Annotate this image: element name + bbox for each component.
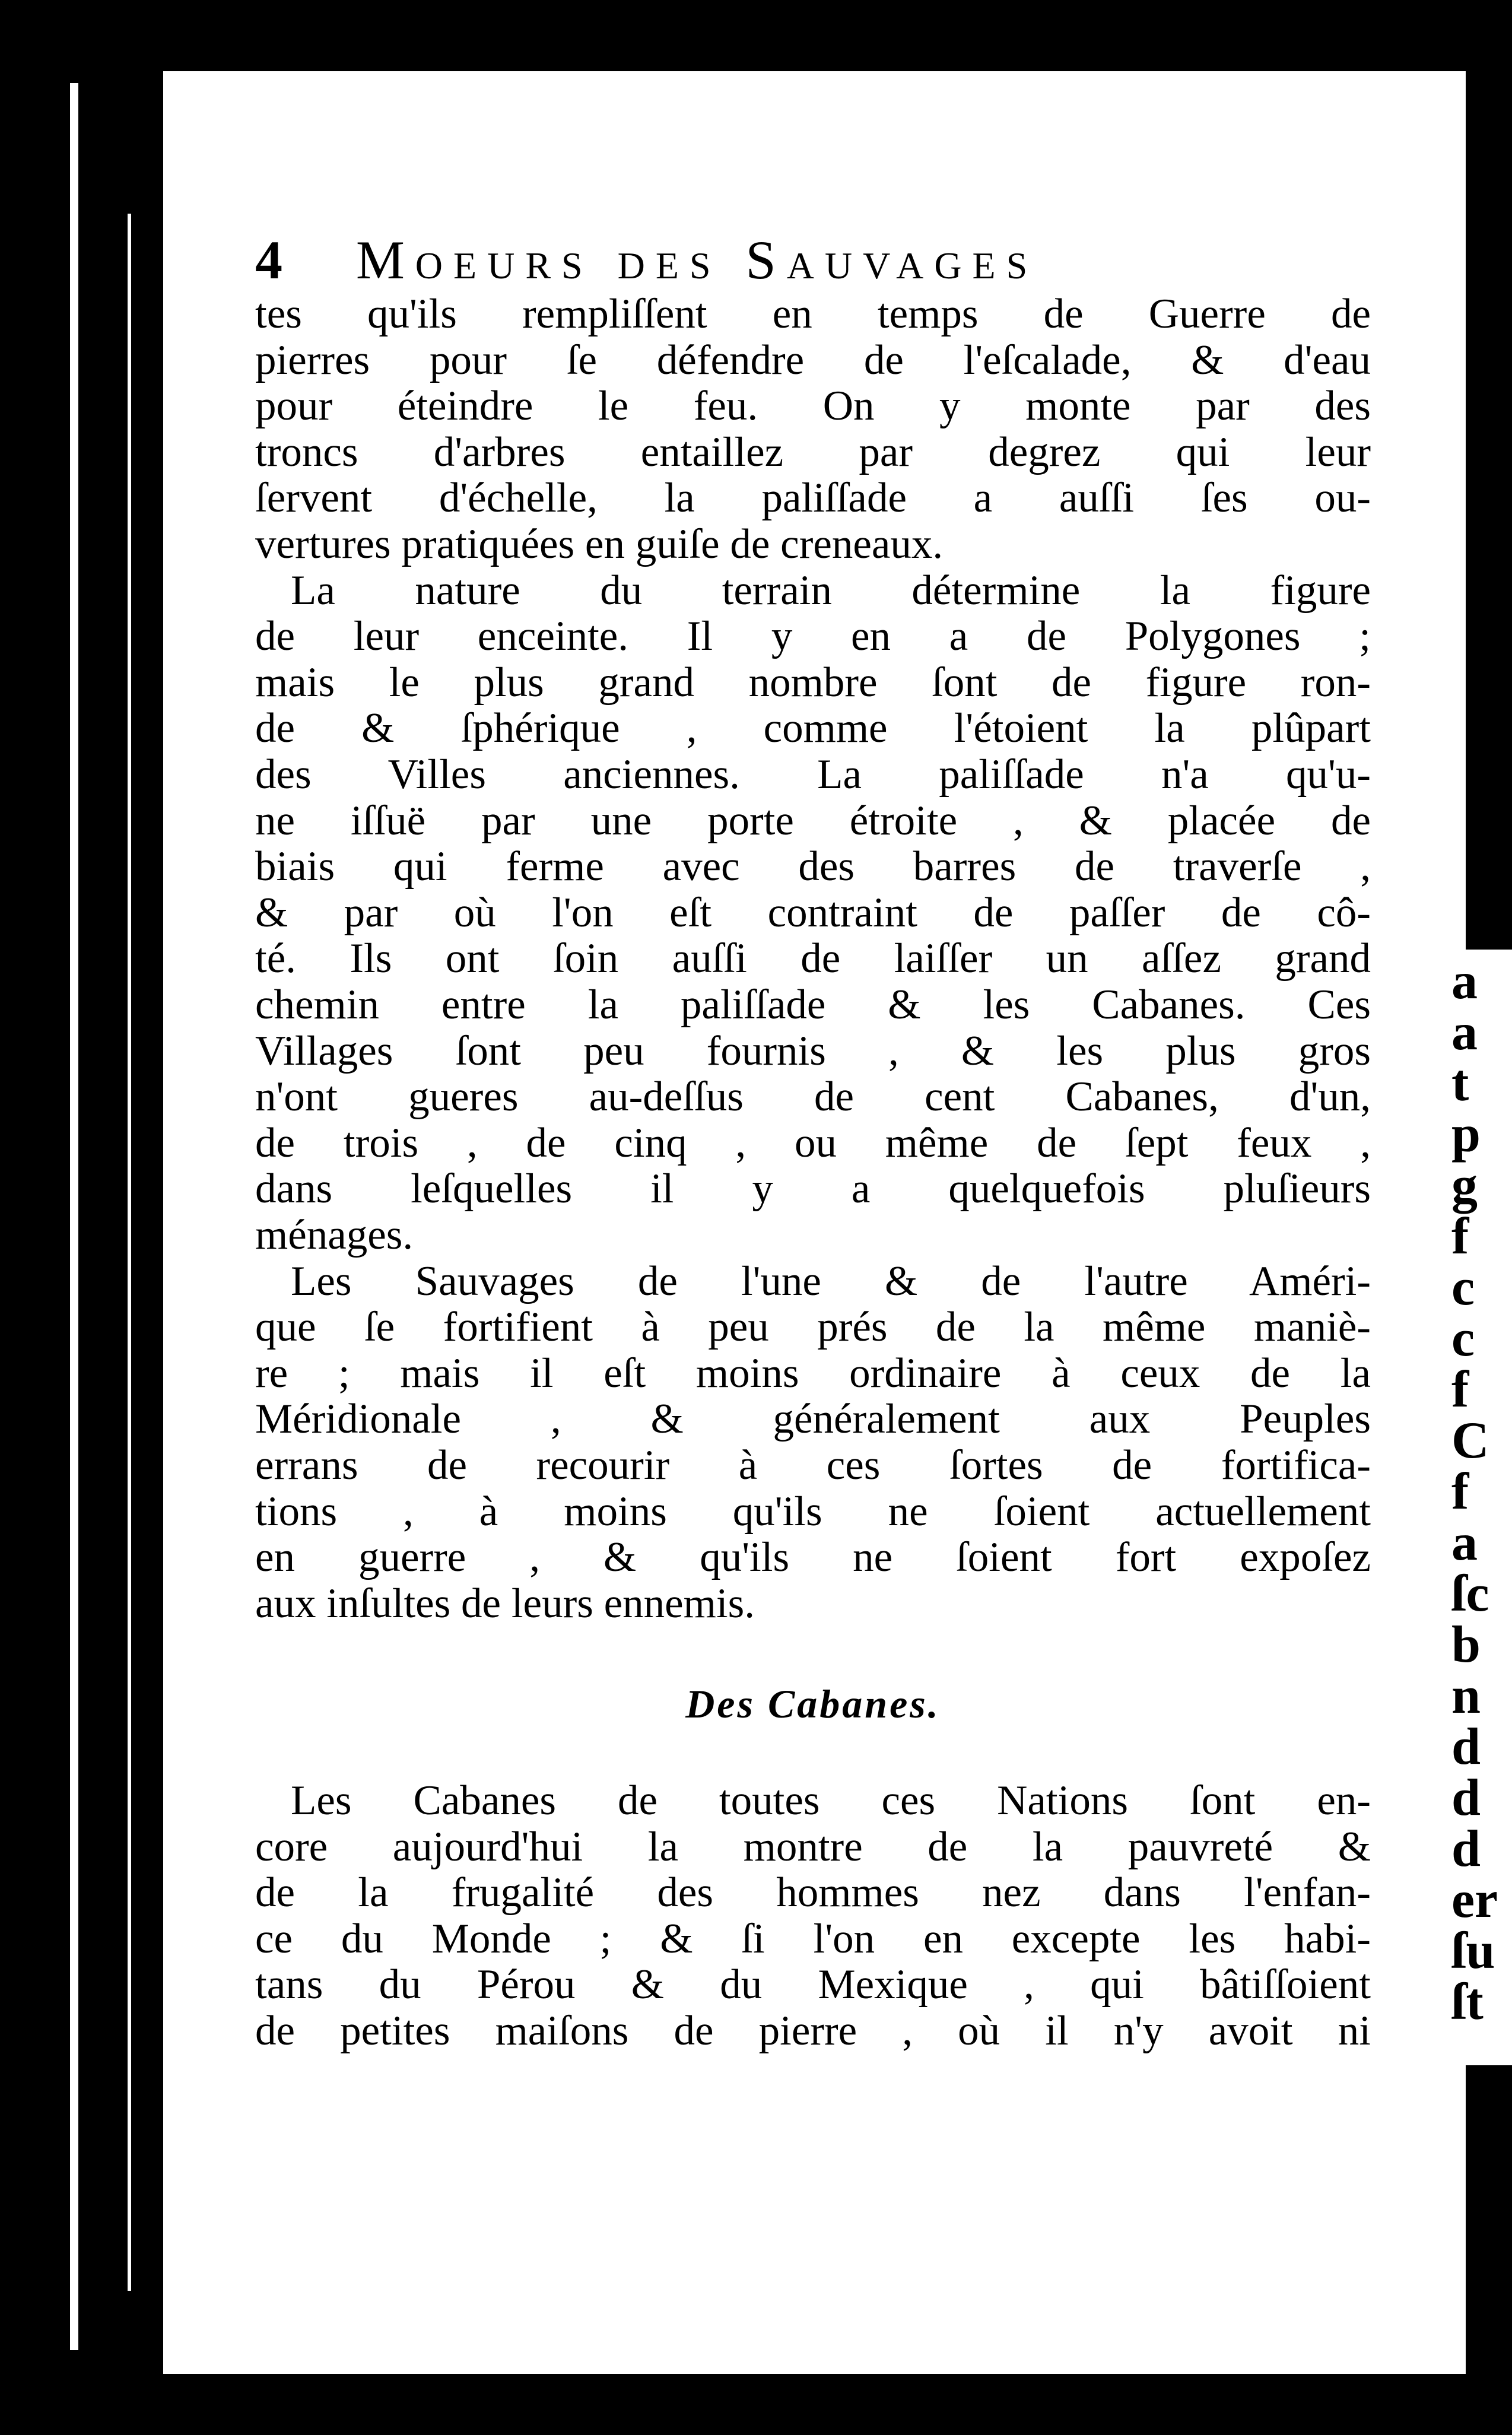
fragment-letter: c <box>1451 1259 1475 1316</box>
book-binding <box>0 0 160 2435</box>
text-line: n'ont gueres au-deſſus de cent Cabanes, d'un, <box>255 1074 1371 1120</box>
text-line: de trois , de cinq , ou même de ſept feux , <box>255 1119 1371 1166</box>
fragment-letter: a <box>1451 1004 1478 1061</box>
binding-edge <box>128 214 131 2291</box>
text-line: Méridionale , & généralement aux Peuples <box>255 1396 1371 1443</box>
text-line: en guerre , & qu'ils ne ſoient fort expoſez <box>255 1534 1371 1581</box>
fragment-letter: b <box>1451 1616 1481 1674</box>
fragment-letter: f <box>1451 1208 1469 1265</box>
text-line: de petites maiſons de pierre , où il n'y avoit ni <box>255 2008 1371 2054</box>
fragment-letter: n <box>1451 1667 1481 1725</box>
fragment-letter: g <box>1451 1157 1478 1214</box>
section-heading: Des Cabanes. <box>685 1681 941 1726</box>
fragment-letter: t <box>1451 1055 1469 1112</box>
fragment-letter: ſc <box>1451 1565 1489 1623</box>
text-line: de & ſphérique , comme l'étoient la plûpart <box>255 705 1371 752</box>
fragment-letter: d <box>1451 1820 1481 1878</box>
text-line: biais qui ferme avec des barres de traverſe , <box>255 843 1371 890</box>
text-line: des Villes anciennes. La paliſſade n'a qu'u- <box>255 751 1371 798</box>
text-line: ne iſſuë par une porte étroite , & placée de <box>255 797 1371 844</box>
fragment-letter: a <box>1451 953 1478 1010</box>
fragment-letter: c <box>1451 1310 1475 1367</box>
text-line: vertures pratiquées en guiſe de creneaux. <box>255 521 944 567</box>
text-line: pierres pour ſe défendre de l'eſcalade, & d'eau <box>255 336 1371 383</box>
running-header <box>255 228 1353 294</box>
text-line: Les Cabanes de toutes ces Nations ſont en- <box>291 1777 1371 1824</box>
fragment-letter: f <box>1451 1361 1469 1418</box>
text-line: re ; mais il eſt moins ordinaire à ceux de la <box>255 1350 1371 1396</box>
text-line: mais le plus grand nombre ſont de figure ron- <box>255 659 1371 706</box>
text-line: que ſe fortifient à peu prés de la même maniè- <box>255 1304 1371 1351</box>
text-line: de leur enceinte. Il y en a de Polygones ; <box>255 613 1371 660</box>
text-line: chemin entre la paliſſade & les Cabanes. Ces <box>255 982 1371 1028</box>
fragment-letter: d <box>1451 1718 1481 1776</box>
adjacent-page-edge <box>1448 950 1512 2065</box>
fragment-letter: p <box>1451 1106 1481 1163</box>
text-line: ſervent d'échelle, la paliſſade a auſſi ſes ou- <box>255 475 1371 522</box>
text-line: La nature du terrain détermine la figure <box>291 567 1371 614</box>
fragment-letter: ſt <box>1451 1973 1484 2031</box>
text-line: tes qu'ils rempliſſent en temps de Guerre de <box>255 291 1371 337</box>
text-line: ce du Monde ; & ſi l'on en excepte les habi- <box>255 1915 1371 1962</box>
running-head-title: Moeurs des Sauvages <box>356 230 1038 290</box>
fragment-letter: ſu <box>1451 1922 1495 1980</box>
text-line: core aujourd'hui la montre de la pauvreté & <box>255 1823 1371 1870</box>
text-line: troncs d'arbres entaillez par degrez qui leur <box>255 428 1371 475</box>
fragment-letter: er <box>1451 1871 1498 1929</box>
fragment-letter: C <box>1451 1412 1489 1469</box>
text-line: tans du Pérou & du Mexique , qui bâtiſſoient <box>255 1961 1371 2008</box>
text-line: té. Ils ont ſoin auſſi de laiſſer un aſſez grand <box>255 935 1371 982</box>
fragment-letter: a <box>1451 1514 1478 1572</box>
binding-edge <box>70 83 78 2350</box>
text-line: aux inſultes de leurs ennemis. <box>255 1580 755 1627</box>
text-line: Villages ſont peu fournis , & les plus gros <box>255 1027 1371 1074</box>
text-line: dans leſquelles il y a quelquefois pluſieurs <box>255 1166 1371 1212</box>
fragment-letter: f <box>1451 1463 1469 1520</box>
text-line: pour éteindre le feu. On y monte par des <box>255 383 1371 430</box>
text-line: Les Sauvages de l'une & de l'autre Améri- <box>291 1258 1371 1304</box>
page-number: 4 <box>255 230 293 290</box>
text-line: ménages. <box>255 1212 414 1258</box>
text-line: errans de recourir à ces ſortes de fortifica- <box>255 1442 1371 1488</box>
text-line: tions , à moins qu'ils ne ſoient actuellement <box>255 1488 1371 1535</box>
text-line: de la frugalité des hommes nez dans l'enfan- <box>255 1869 1371 1916</box>
text-line: & par où l'on eſt contraint de paſſer de cô- <box>255 889 1371 936</box>
fragment-letter: d <box>1451 1769 1481 1827</box>
